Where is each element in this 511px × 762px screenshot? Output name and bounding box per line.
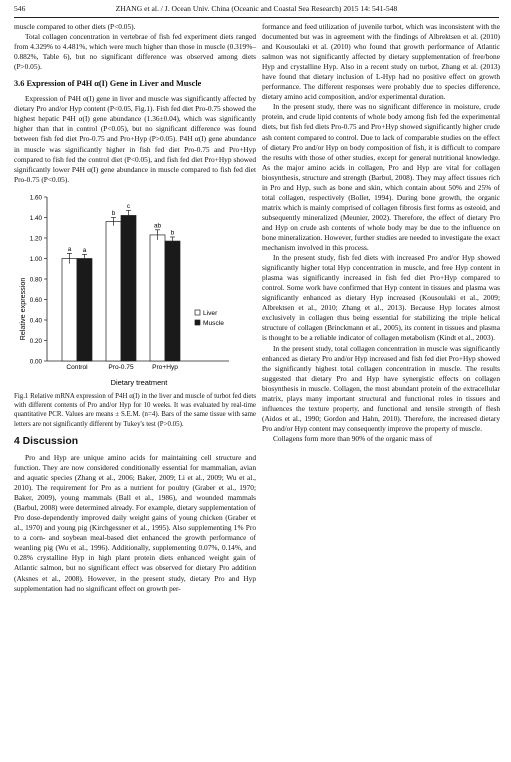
- x-tick-label: Pro+Hyp: [152, 363, 178, 371]
- paragraph: In the present study, fish fed diets with increased Pro and/or Hyp showed significantly higher total Hyp concentration in muscle, and free Hyp content in plasma was significantly increased in fish fed diet Pro+Hyp compared to control. Some work have confirmed that Hyp content in tissues and plasma was significantly enhanced as dietary Hyp increased (Kousoulaki et al., 2009; Albrektsen et al., 2010; Zhang et al., 2013). Because Hyp locates almost exclusively in collagen thus being essential for stabilizing the triple helical structure of collagen (Brinckmann et al., 2005), its content in tissues and plasma is thought to be a reliable indicator of collagen metabolism (Kindt et al., 2003).: [262, 253, 500, 343]
- bar-muscle: [77, 258, 92, 361]
- bar-liver: [106, 221, 121, 360]
- y-tick-label: 1.40: [29, 214, 42, 222]
- section-heading-4: 4 Discussion: [14, 435, 79, 447]
- significance-letter: b: [111, 209, 116, 217]
- figure-caption: Fig.1 Relative mRNA expression of P4H α(I) in the liver and muscle of turbot fed diets with different contents of Pro and/or Hyp for 10 weeks. It was evaluated by real-time quantitative PCR. Values are means ± S.E.M. (n=4). Bars of the same tissue with same letters are not significantly different by Tukey's test (P>0.05).: [14, 392, 256, 428]
- significance-letter: a: [82, 246, 87, 254]
- legend-label: Muscle: [203, 319, 224, 327]
- paragraph: Expression of P4H α(I) gene in liver and muscle was significantly affected by dietary Pro and/or Hyp content (P<0.05, Fig.1). Fish fed diet Pro-0.75 showed the highest hepatic P4H α(I) gene abundance (1.36±0.04), which was significantly higher than that in control (P<0.05), but no significant difference was found between fish fed diet Pro-0.75 and Pro+Hyp (P>0.05). P4H α(I) gene abundance in muscle was significantly higher in fish fed diet Pro-0.75 and Pro+Hyp compared to fish fed the control diet (P<0.05), and fish fed diet Pro+Hyp showed significantly lower P4H α(I) gene abundance in muscle compared to fish fed diet Pro-0.75 (P<0.05).: [14, 94, 256, 184]
- y-tick-label: 0.60: [29, 296, 42, 304]
- significance-letter: ab: [153, 222, 162, 230]
- significance-letter: a: [67, 245, 72, 253]
- section-heading-3-6: 3.6 Expression of P4H α(I) Gene in Liver and Muscle: [14, 79, 202, 89]
- right-column: [262, 22, 500, 444]
- y-tick-label: 0.80: [29, 276, 42, 284]
- figure-1: [14, 189, 256, 389]
- bar-liver: [150, 235, 165, 361]
- paragraph: muscle compared to other diets (P<0.05).: [14, 22, 136, 31]
- x-tick-label: Control: [66, 363, 88, 371]
- bar-chart: [14, 189, 254, 389]
- page-number: 546: [14, 4, 26, 13]
- legend-swatch: [195, 320, 200, 325]
- bar-liver: [62, 258, 77, 361]
- journal-title: ZHANG et al. / J. Ocean Univ. China (Oceanic and Coastal Sea Research) 2015 14: 541-548: [115, 4, 398, 13]
- x-tick-label: Pro-0.75: [108, 363, 134, 371]
- significance-letter: c: [126, 202, 131, 210]
- paragraph: In the present study, there was no significant difference in moisture, crude protein, and crude lipid contents of whole body among fish fed the experimental diets, but fish fed diets Pro-0.75 and Pro+Hyp showed significantly higher crude ash content compared to control. Due to lack of comparable studies on the effect of dietary Pro and/or Hyp on body composition of fish, it is difficult to compare the results with those of other studies, except for general nutritional knowledge. As the major amino acids in collagen, Pro and Hyp are vital for collagen biosynthesis, structure and strength (Barbul, 2008). They may affect tissues rich in Pro and Hyp, such as bone and skin, which contain about 50% and 25% of total collagen, respectively (Bollet, 1994). During bone growth, the organic matrix which is mainly comprised of collagen fibrosis first forms as osteoid, and subsequently mineralized (Meunier, 2002). Therefore, the effect of dietary Pro and Hyp on crude ash contents of whole body may be due to the influence on bone mineralization. However, further studies are needed to investigate the exact mechanism involved in this process.: [262, 102, 500, 253]
- bar-muscle: [121, 215, 136, 361]
- y-tick-label: 0.40: [29, 317, 42, 325]
- y-tick-label: 1.00: [29, 255, 42, 263]
- left-column: [14, 22, 256, 594]
- paragraph: Total collagen concentration in vertebrae of fish fed experiment diets ranged from 4.329% to 4.481%, which were much higher than those in muscle (0.319%–0.882%, Table 6), but no significant difference was observed among diets (P>0.05).: [14, 32, 256, 72]
- y-tick-label: 0.20: [29, 337, 42, 345]
- bar-muscle: [165, 241, 180, 361]
- y-tick-label: 1.20: [29, 235, 42, 243]
- y-tick-label: 1.60: [29, 194, 42, 202]
- legend-label: Liver: [203, 309, 218, 317]
- paragraph: Collagens form more than 90% of the organic mass of: [273, 433, 433, 443]
- paragraph: In the present study, total collagen concentration in muscle was significantly enhanced as dietary Pro and/or Hyp increased and fish fed diet Pro+Hyp showed the significantly highest total collagen concentration in muscle. The results suggested that dietary Pro and Hyp have synergistic effects on collagen biosynthesis in muscle. Collagen, the most abundant protein of the extracellular matrix, plays many important structural and functional roles in tissues and influences the texture property, and functional and tensile strength of flesh (Aidos et al., 1990; Gordon and Hahn, 2010). Therefore, the increased dietary Pro and/or Hyp content may consequently improve the property of muscle.: [262, 343, 500, 433]
- paragraph: formance and feed utilization of juvenile turbot, which was inconsistent with the documented but was in agreement with the findings of Albrektsen et al. (2010) and Kousoulaki et al. (2010) who found that growth performance of Atlantic salmon was not significantly affected by dietary supplementation of free/bone Hyp and crystalline Hyp. Also in a recent study on turbot, Zhang et al. (2013) have found that dietary inclusion of L-Hyp had no positive effect on growth performance. The different responses were probably due to species difference, dietary amino acid composition, and/or experimental duration.: [262, 22, 500, 102]
- header-rule: [14, 17, 499, 18]
- y-axis-label: Relative expression: [18, 277, 27, 341]
- significance-letter: b: [170, 229, 175, 237]
- paragraph: Pro and Hyp are unique amino acids for maintaining cell structure and function. They are now considered conditionally essential for mammalian, avian and aquatic species (Zhang et al., 2006; Baker, 2009; Li et al., 2009; Wu et al., 2010). The requirement for Pro as a nutrient for poultry (Graber et al., 1970; Baker, 2009), young mammals (Ball et al., 1986), and wounded mammals (Barbul, 2008) were determined already. For example, dietary supplementation of Pro dose-dependently improved daily weight gains of young chicken (Graber et al., 1970) and young pig (Kirchgessner et al., 1995). Also supplementing 1% Pro to a corn- and soybean meal-based diet enhanced the growth performance of weanling pig (Wu et al., 1996). Additionally, supplementing 0.07%, 0.14%, and 0.28% crystalline Hyp in high plant protein diets enhanced weight gain of Atlantic salmon, but no significant effect was observed for dietary Pro addition (Aksnes et al., 2008). However, in the present study, dietary Pro and Hyp supplementation had no significant effect on growth per-: [14, 452, 256, 593]
- x-axis-label: Dietary treatment: [110, 377, 168, 387]
- legend-swatch: [195, 310, 200, 315]
- y-tick-label: 0.00: [29, 358, 42, 366]
